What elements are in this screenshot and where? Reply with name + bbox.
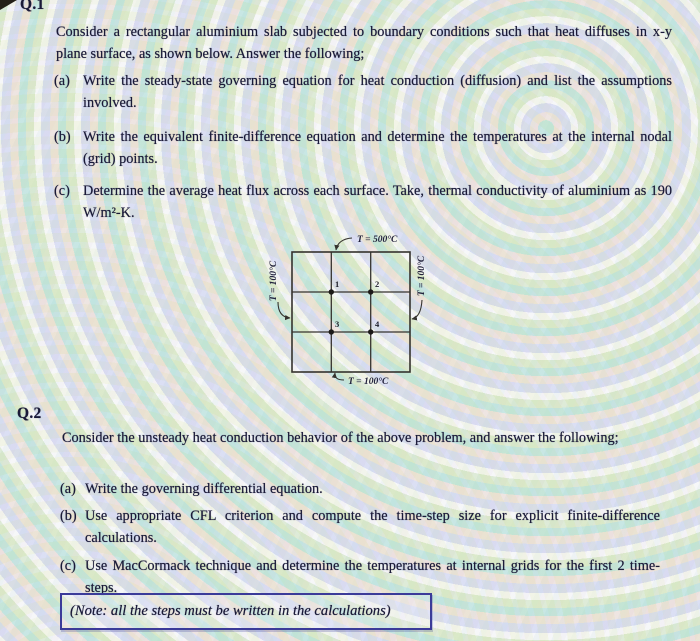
q1-item-b	[54, 126, 672, 170]
question-1-label: Q.1	[20, 0, 45, 13]
question-2-label: Q.2	[17, 405, 42, 422]
temp-label-top: T = 500°C	[357, 235, 398, 245]
item-marker: (b)	[54, 129, 71, 145]
item-marker: (a)	[60, 481, 76, 497]
question-2-intro: Consider the unsteady heat conduction behavior of the above problem, and answer the following;	[62, 430, 619, 446]
node-label-4: 4	[375, 319, 380, 329]
node-dot-1	[329, 289, 334, 294]
leader-arrow-top	[336, 238, 352, 250]
leader-arrow-left	[278, 302, 290, 318]
q2-item-b	[60, 505, 660, 549]
temp-label-right: T = 100°C	[417, 255, 427, 297]
node-label-2: 2	[375, 279, 380, 289]
item-text: Write the steady-state governing equation for heat conduction (diffusion) and list the assumptions involved.	[83, 73, 672, 111]
item-marker: (c)	[54, 183, 70, 199]
q2-item-a	[60, 478, 660, 500]
q1-item-c	[54, 180, 672, 224]
node-dot-3	[329, 329, 334, 334]
item-text: Write the governing differential equation.	[85, 481, 323, 497]
item-marker: (a)	[54, 73, 70, 89]
item-text: Use MacCormack technique and determine the temperatures at internal grids for the first 2 time-steps.	[85, 558, 660, 596]
note-box	[60, 593, 432, 630]
leader-arrow-right	[412, 300, 422, 319]
question-1-intro: Consider a rectangular aluminium slab subjected to boundary conditions such that heat diffuses in x-y plane surface, as shown below. Answer the following;	[56, 24, 672, 62]
node-dot-2	[368, 289, 373, 294]
node-label-1: 1	[335, 279, 340, 289]
grid-square	[292, 252, 410, 372]
item-text: Determine the average heat flux across each surface. Take, thermal conductivity of aluminium as 190 W/m²-K.	[83, 183, 672, 221]
temp-label-left: T = 100°C	[269, 260, 279, 302]
note-text: (Note: all the steps must be written in the calculations)	[70, 603, 391, 619]
item-text: Write the equivalent finite-difference equation and determine the temperatures at the internal nodal (grid) points.	[83, 129, 672, 167]
q1-item-a	[54, 70, 672, 114]
item-text: Use appropriate CFL criterion and compute the time-step size for explicit finite-difference calculations.	[85, 508, 660, 546]
leader-arrow-bottom	[335, 373, 344, 380]
temp-label-bottom: T = 100°C	[348, 377, 389, 387]
node-label-3: 3	[335, 319, 340, 329]
node-dot-4	[368, 329, 373, 334]
photo-corner-shadow	[0, 0, 17, 10]
item-marker: (c)	[60, 558, 76, 574]
item-marker: (b)	[60, 508, 77, 524]
grid-diagram	[235, 222, 470, 397]
